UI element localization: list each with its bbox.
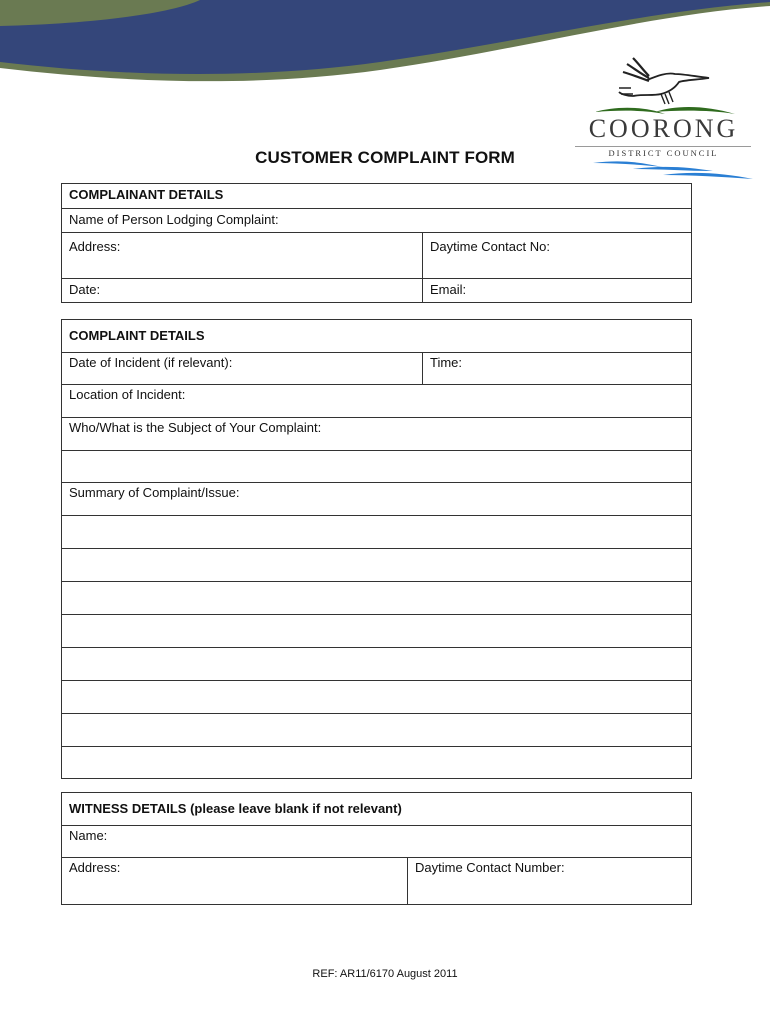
incident-time-label: Time:	[430, 355, 463, 370]
summary-blank-row[interactable]	[62, 747, 692, 779]
complainant-date-field[interactable]	[62, 279, 423, 303]
witness-contact-field[interactable]	[408, 858, 692, 905]
complainant-details-table	[61, 183, 692, 303]
complaint-heading: COMPLAINT DETAILS	[62, 320, 692, 353]
witness-address-field[interactable]	[62, 858, 408, 905]
complaint-subject-blank-row[interactable]	[62, 451, 692, 483]
complainant-address-field[interactable]	[62, 233, 423, 279]
complainant-email-field[interactable]	[423, 279, 692, 303]
witness-contact-label: Daytime Contact Number:	[415, 860, 565, 875]
complainant-contact-field[interactable]	[423, 233, 692, 279]
form-title: CUSTOMER COMPLAINT FORM	[255, 148, 515, 167]
witness-name-label: Name:	[69, 828, 108, 843]
complainant-email-label: Email:	[430, 282, 467, 297]
incident-date-field[interactable]	[62, 353, 423, 385]
complaint-subject-field[interactable]	[62, 418, 692, 451]
witness-details-table	[61, 792, 692, 905]
summary-blank-row[interactable]	[62, 681, 692, 714]
witness-heading: WITNESS DETAILS (please leave blank if not relevant)	[62, 793, 692, 826]
complainant-date-label: Date:	[69, 282, 101, 297]
logo-name: COORONG	[588, 114, 739, 143]
logo-divider	[575, 146, 751, 147]
summary-blank-row[interactable]	[62, 714, 692, 747]
complainant-name-label: Name of Person Lodging Complaint:	[69, 212, 279, 227]
summary-blank-row[interactable]	[62, 549, 692, 582]
witness-name-field[interactable]	[62, 826, 692, 858]
witness-address-label: Address:	[69, 860, 121, 875]
reference-footer: REF: AR11/6170 August 2011	[312, 968, 458, 980]
incident-date-label: Date of Incident (if relevant):	[69, 355, 233, 370]
logo-subtitle: DISTRICT COUNCIL	[608, 148, 719, 158]
summary-blank-row[interactable]	[62, 615, 692, 648]
summary-blank-row[interactable]	[62, 582, 692, 615]
complainant-name-field[interactable]	[62, 209, 692, 233]
complainant-address-label: Address:	[69, 239, 121, 254]
complaint-summary-label: Summary of Complaint/Issue:	[69, 485, 240, 500]
incident-time-field[interactable]	[423, 353, 692, 385]
incident-location-field[interactable]	[62, 385, 692, 418]
complaint-subject-label: Who/What is the Subject of Your Complaint:	[69, 420, 322, 435]
complainant-contact-label: Daytime Contact No:	[430, 239, 550, 254]
complaint-details-table	[61, 319, 692, 779]
complaint-summary-field[interactable]	[62, 483, 692, 516]
complainant-heading: COMPLAINANT DETAILS	[62, 184, 692, 209]
summary-blank-row[interactable]	[62, 516, 692, 549]
summary-blank-row[interactable]	[62, 648, 692, 681]
incident-location-label: Location of Incident:	[69, 387, 186, 402]
pelican-icon	[613, 54, 713, 106]
